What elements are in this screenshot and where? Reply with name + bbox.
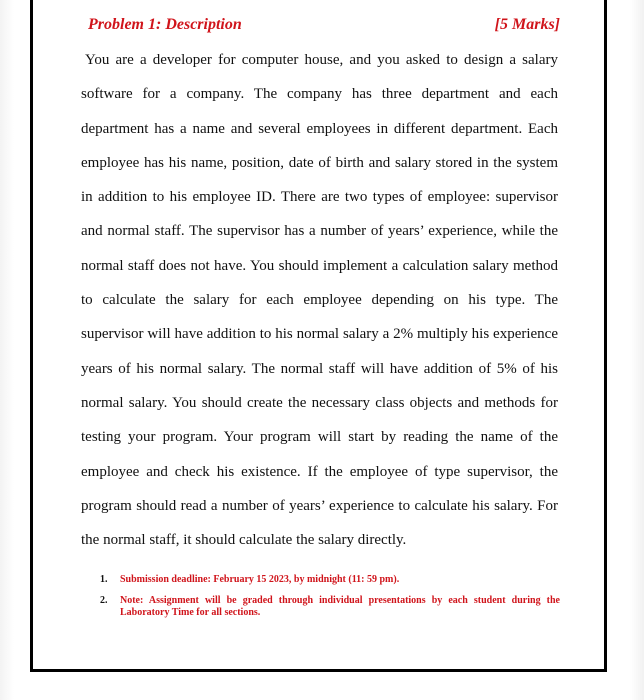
note-text: Note: Assignment will be graded through individual presentations by each student during the Laboratory Time for all sections. — [120, 594, 560, 618]
problem-header — [88, 16, 560, 38]
problem-title: Problem 1: Description — [88, 16, 242, 33]
note-number: 1. — [100, 574, 108, 585]
note-item-grading — [100, 595, 560, 620]
note-text: Submission deadline: February 15 2023, by midnight (11: 59 pm). — [120, 574, 400, 585]
note-item-deadline — [100, 574, 560, 587]
note-number: 2. — [100, 594, 108, 606]
marks-label: [5 Marks] — [494, 16, 560, 33]
description-paragraph: You are a developer for computer house, and you asked to design a salary software for a company. The company has three department and each department has a name and several employees in different department. Each employee has his name, position, date of birth and salary stored in the system in addition to his employee ID. There are two types of employee: supervisor and normal staff. The supervisor has a number of years’ experience, while the normal staff does not have. You should implement a calculation salary method to calculate the salary for each employee depending on his type. The supervisor will have addition to his normal salary a 2% multiply his experience years of his normal salary. The normal staff will have addition of 5% of his normal salary. You should create the necessary class objects and methods for testing your program. Your program will start by reading the name of the employee and check his existence. If the employee of type supervisor, the program should read a number of years’ experience to calculate his salary. For the normal staff, it should calculate the salary directly. — [81, 52, 558, 549]
notes-list — [100, 574, 560, 628]
